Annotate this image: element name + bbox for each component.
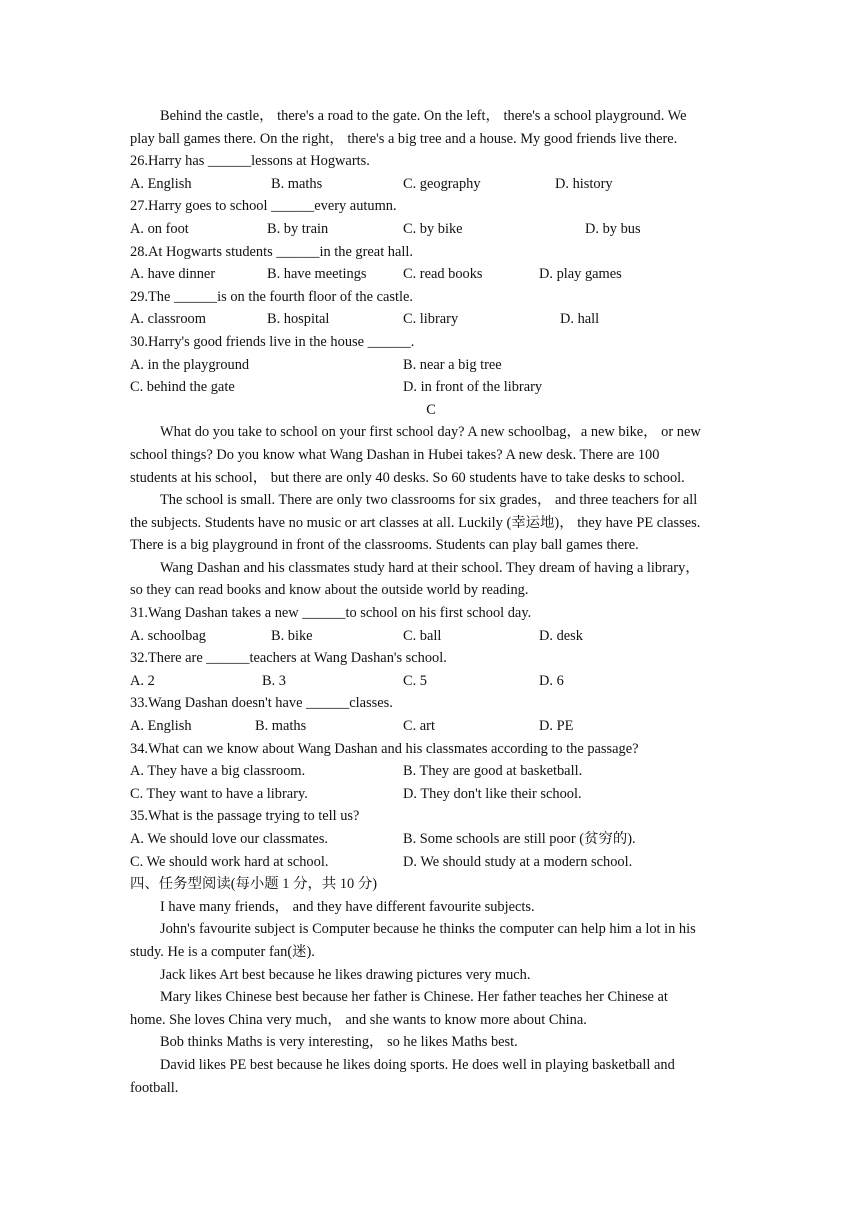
option-b[interactable]: B. maths xyxy=(255,718,307,735)
question-28-stem: 28.At Hogwarts students ______in the great hall. xyxy=(130,243,413,260)
passage-c-line: students at his school， but there are only 40 desks. So 60 students have to take desks to school. xyxy=(130,469,685,486)
option-d[interactable]: D. desk xyxy=(539,627,583,644)
option-d[interactable]: D. hall xyxy=(560,311,600,328)
passage-four-line: study. He is a computer fan(迷). xyxy=(130,943,315,960)
passage-c-line: The school is small. There are only two classrooms for six grades， and three teachers for all xyxy=(160,492,698,509)
exam-page xyxy=(130,105,732,1099)
passage-c-line: school things? Do you know what Wang Dashan in Hubei takes? A new desk. There are 100 xyxy=(130,446,660,463)
passage-four-line: home. She loves China very much， and she wants to know more about China. xyxy=(130,1011,587,1028)
option-d[interactable]: D. by bus xyxy=(585,220,641,237)
option-c[interactable]: C. read books xyxy=(403,266,483,283)
option-b[interactable]: B. near a big tree xyxy=(403,356,502,373)
option-d[interactable]: D. play games xyxy=(539,266,622,283)
passage-c-line: so they can read books and know about the outside world by reading. xyxy=(130,582,529,599)
passage-b-line: Behind the castle， there's a road to the gate. On the left， there's a school playground. We xyxy=(160,108,687,124)
option-c[interactable]: C. We should work hard at school. xyxy=(130,853,329,870)
question-29-options xyxy=(130,308,732,331)
question-30-stem: 30.Harry's good friends live in the house ______. xyxy=(130,333,415,350)
option-a[interactable]: A. classroom xyxy=(130,311,206,328)
option-c[interactable]: C. library xyxy=(403,311,459,328)
section-four-heading: 四、任务型阅读(每小题 1 分，共 10 分) xyxy=(130,876,378,893)
option-c[interactable]: C. geography xyxy=(403,175,481,192)
question-27-stem: 27.Harry goes to school ______every autumn. xyxy=(130,198,397,215)
question-29-stem: 29.The ______is on the fourth floor of the castle. xyxy=(130,288,413,305)
option-d[interactable]: D. We should study at a modern school. xyxy=(403,853,633,870)
option-d[interactable]: D. They don't like their school. xyxy=(403,785,582,802)
question-31-options xyxy=(130,625,732,648)
option-a[interactable]: A. schoolbag xyxy=(130,627,206,644)
option-b[interactable]: B. hospital xyxy=(267,311,330,328)
option-d[interactable]: D. PE xyxy=(539,718,574,735)
passage-b-line: play ball games there. On the right， there's a big tree and a house. My good friends live there. xyxy=(130,130,678,147)
passage-c-line: Wang Dashan and his classmates study hard at their school. They dream of having a library， xyxy=(160,559,700,576)
question-27-options xyxy=(130,218,732,241)
question-26-options xyxy=(130,173,732,196)
question-35-options-row2 xyxy=(130,851,732,874)
question-35-stem: 35.What is the passage trying to tell us? xyxy=(130,808,360,825)
option-b[interactable]: B. They are good at basketball. xyxy=(403,763,583,780)
passage-four-line: Bob thinks Maths is very interesting， so he likes Maths best. xyxy=(160,1034,518,1051)
question-28-options xyxy=(130,263,732,286)
section-c-label: C xyxy=(426,401,436,418)
question-34-options-row2 xyxy=(130,783,732,806)
option-a[interactable]: A. English xyxy=(130,175,192,192)
passage-four-line: football. xyxy=(130,1079,179,1096)
question-33-options xyxy=(130,715,732,738)
passage-c-line: What do you take to school on your first school day? A new schoolbag，a new bike， or new xyxy=(160,424,701,441)
passage-four-line: Mary likes Chinese best because her father is Chinese. Her father teaches her Chinese at xyxy=(160,989,668,1006)
option-b[interactable]: B. Some schools are still poor (贫穷的). xyxy=(403,831,636,847)
option-c[interactable]: C. They want to have a library. xyxy=(130,785,308,802)
option-b[interactable]: B. bike xyxy=(271,627,313,644)
question-32-stem: 32.There are ______teachers at Wang Dashan's school. xyxy=(130,650,447,667)
question-34-options-row1 xyxy=(130,760,732,783)
option-a[interactable]: A. 2 xyxy=(130,672,155,689)
question-31-stem: 31.Wang Dashan takes a new ______to school on his first school day. xyxy=(130,605,532,622)
option-c[interactable]: C. by bike xyxy=(403,220,463,237)
question-30-options-row1 xyxy=(130,354,732,377)
option-c[interactable]: C. ball xyxy=(403,627,442,644)
option-c[interactable]: C. art xyxy=(403,718,435,735)
option-b[interactable]: B. have meetings xyxy=(267,266,367,283)
question-35-options-row1 xyxy=(130,828,732,851)
question-33-stem: 33.Wang Dashan doesn't have ______classes. xyxy=(130,695,393,712)
option-c[interactable]: C. 5 xyxy=(403,672,427,689)
option-d[interactable]: D. 6 xyxy=(539,672,564,689)
option-a[interactable]: A. English xyxy=(130,718,192,735)
passage-four-line: Jack likes Art best because he likes drawing pictures very much. xyxy=(160,966,531,983)
passage-c-line: There is a big playground in front of the classrooms. Students can play ball games there. xyxy=(130,537,639,554)
passage-four-line: David likes PE best because he likes doing sports. He does well in playing basketball and xyxy=(160,1056,675,1073)
passage-c-line: the subjects. Students have no music or art classes at all. Luckily (幸运地)， they have PE classes. xyxy=(130,514,701,531)
option-a[interactable]: A. They have a big classroom. xyxy=(130,763,306,780)
passage-four-line: John's favourite subject is Computer because he thinks the computer can help him a lot in his xyxy=(160,921,696,938)
question-32-options xyxy=(130,670,732,693)
option-b[interactable]: B. by train xyxy=(267,220,329,237)
question-26-stem: 26.Harry has ______lessons at Hogwarts. xyxy=(130,153,370,170)
option-b[interactable]: B. maths xyxy=(271,175,323,192)
question-30-options-row2 xyxy=(130,376,732,399)
option-d[interactable]: D. history xyxy=(555,175,613,192)
passage-four-line: I have many friends， and they have different favourite subjects. xyxy=(160,898,535,915)
option-d[interactable]: D. in front of the library xyxy=(403,379,543,396)
option-a[interactable]: A. in the playground xyxy=(130,356,250,373)
option-a[interactable]: A. We should love our classmates. xyxy=(130,831,329,847)
option-a[interactable]: A. on foot xyxy=(130,220,189,237)
option-c[interactable]: C. behind the gate xyxy=(130,379,235,396)
option-b[interactable]: B. 3 xyxy=(262,672,286,689)
question-34-stem: 34.What can we know about Wang Dashan and his classmates according to the passage? xyxy=(130,740,639,757)
option-a[interactable]: A. have dinner xyxy=(130,266,216,283)
